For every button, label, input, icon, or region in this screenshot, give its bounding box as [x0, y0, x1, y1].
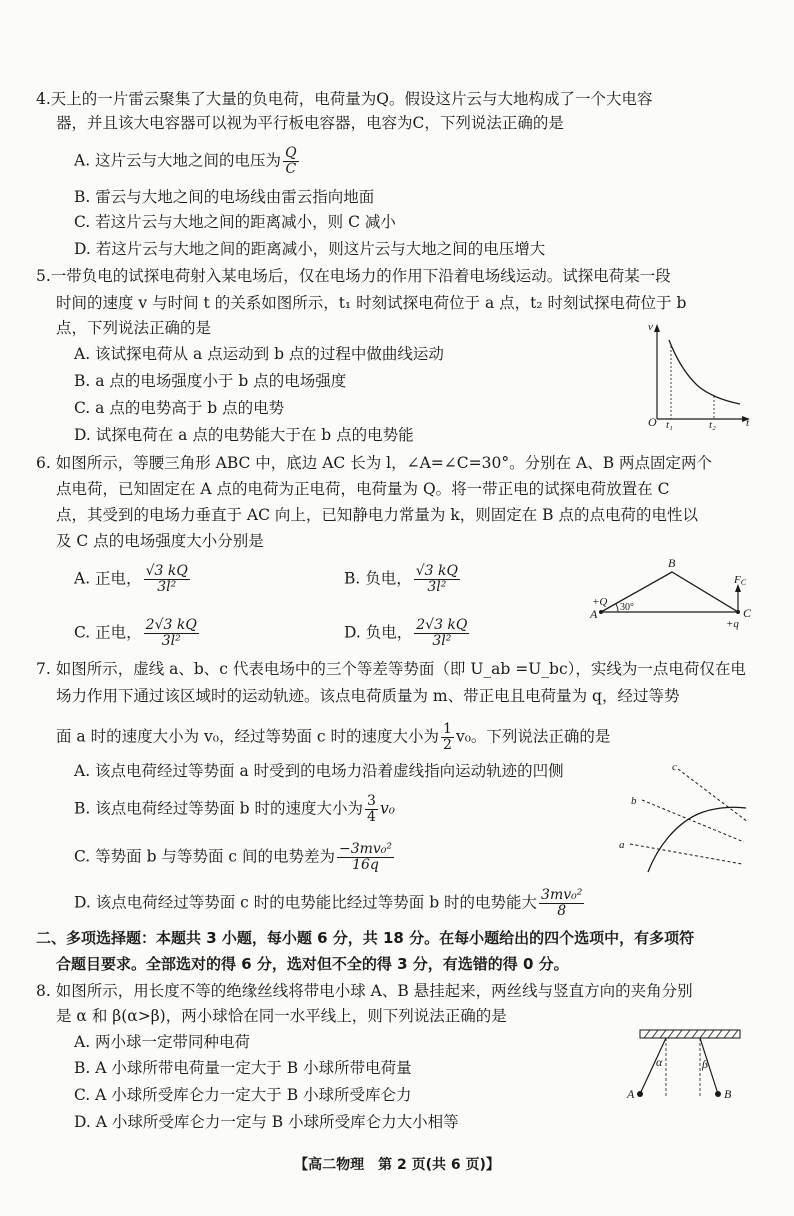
q4-option-a [74, 146, 301, 177]
q5-option-c: C. a 点的电势高于 b 点的电势 [74, 399, 285, 417]
q7-equipotential-c [678, 769, 748, 822]
q5-t2-label: t₂ [709, 419, 716, 431]
q5-v-axis-arrow [654, 324, 660, 332]
q7-c-fraction [337, 842, 394, 873]
q7-trajectory [648, 807, 746, 872]
q6-stem-line2: 点电荷，已知固定在 A 点的电荷为正电荷，电荷量为 Q。将一带正电的试探电荷放置在 C [56, 480, 670, 498]
q6-d-denominator: 3l² [432, 633, 452, 649]
q7-d-fraction [539, 888, 584, 919]
q5-origin-label: O [648, 415, 657, 429]
q4-stem-line2: 器，并且该大电容器可以视为平行板电容器，电容为C，下列说法正确的是 [56, 114, 564, 132]
q7-b-denominator: 4 [367, 809, 376, 825]
q5-vt-curve [669, 340, 740, 404]
q6-option-c [74, 618, 201, 649]
q6-d-label: D. 负电， [344, 623, 413, 642]
q6-point-a [599, 610, 603, 614]
q7-b-pre: B. 该点电荷经过等势面 b 时的速度大小为 [74, 799, 364, 818]
q8-pendulum-figure [622, 1024, 752, 1112]
q6-b-label: B. 负电， [344, 569, 412, 588]
q6-label-c: C [743, 606, 752, 620]
q8-stem-line2: 是 α 和 β(α>β)，两小球恰在同一水平线上，则下列说法正确的是 [56, 1007, 507, 1025]
q4-option-a-text: A. 这片云与大地之间的电压为 [74, 151, 282, 170]
q4-option-c: C. 若这片云与大地之间的距离减小，则 C 减小 [74, 213, 396, 231]
q7-option-c [74, 842, 396, 873]
q7-stem-line1: 7. 如图所示，虚线 a、b、c 代表电场中的三个等差等势面（即 U_ab =U_bc），实线为一点电荷仅在电 [36, 660, 746, 678]
q6-label-angle: 30° [620, 602, 634, 613]
q6-b-fraction [414, 564, 460, 595]
q5-vt-graph [640, 318, 760, 430]
q8-option-d: D. A 小球所受库仑力一定与 B 小球所受库仑力大小相等 [74, 1113, 459, 1131]
q8-option-b: B. A 小球所带电荷量一定大于 B 小球所带电荷量 [74, 1059, 412, 1077]
q7-d-denominator: 8 [557, 903, 567, 919]
q6-stem-line1: 6. 如图所示，等腰三角形 ABC 中，底边 AC 长为 l，∠A=∠C=30°。分别在 A、B 两点固定两个 [36, 454, 713, 472]
q7-stem3-post: v₀。下列说法正确的是 [455, 727, 611, 746]
q4-option-d: D. 若这片云与大地之间的距离减小，则这片云与大地之间的电压增大 [74, 240, 546, 258]
q8-label-b: B [724, 1087, 732, 1101]
q8-label-alpha: α [656, 1055, 663, 1069]
q8-stem-line1: 8. 如图所示，用长度不等的绝缘丝线将带电小球 A、B 悬挂起来，两丝线与竖直方向的夹角分别 [36, 982, 693, 1000]
q6-label-fc-main: F [734, 574, 741, 586]
q6-c-fraction [144, 618, 199, 649]
q7-c-denominator: 16q [352, 857, 379, 873]
q7-d-pre: D. 该点电荷经过等势面 c 时的电势能比经过等势面 b 时的电势能大 [74, 893, 538, 912]
q6-c-label: C. 正电， [74, 623, 142, 642]
q5-option-d: D. 试探电荷在 a 点的电势能大于在 b 点的电势能 [74, 426, 414, 444]
q6-d-fraction [414, 618, 469, 649]
q7-stem3-fraction [441, 722, 454, 753]
q6-label-fc [733, 574, 747, 587]
q5-v-label: v [648, 321, 653, 333]
q8-ball-b [715, 1091, 721, 1097]
q6-d-numerator: 2√3 kQ [416, 617, 468, 633]
q5-stem-line3: 点，下列说法正确的是 [56, 319, 212, 337]
q7-stem3-numerator: 1 [443, 721, 452, 737]
q7-stem-line3 [56, 722, 610, 753]
q7-equipotential-a [630, 844, 742, 864]
q4-stem-line1: 4.天上的一片雷云聚集了大量的负电荷，电荷量为Q。假设这片云与大地构成了一个大电容 [36, 90, 653, 108]
q7-stem3-pre: 面 a 时的速度大小为 v₀，经过等势面 c 时的速度大小为 [56, 727, 440, 746]
q7-b-fraction [365, 794, 378, 825]
q6-c-numerator: 2√3 kQ [145, 617, 197, 633]
q5-option-b: B. a 点的电场强度小于 b 点的电场强度 [74, 372, 347, 390]
q8-option-a: A. 两小球一定带同种电荷 [74, 1033, 251, 1051]
q7-d-numerator: 3mv₀² [541, 887, 583, 903]
q4-option-a-fraction [283, 146, 298, 177]
q5-stem-line1: 5.一带负电的试探电荷射入某电场后，仅在电场力的作用下沿着电场线运动。试探电荷某一段 [36, 267, 671, 285]
q4-a-numerator: Q [285, 145, 297, 161]
q8-label-beta: β [702, 1057, 708, 1071]
page-footer: 【高二物理 第 2 页(共 6 页)】 [294, 1157, 500, 1173]
q7-c-numerator: −3mv₀² [338, 841, 393, 857]
q7-b-numerator: 3 [367, 793, 376, 809]
q6-c-denominator: 3l² [161, 633, 181, 649]
q8-ceiling-hatching [644, 1030, 738, 1038]
q7-option-b [74, 794, 395, 825]
q8-label-a: A [627, 1087, 635, 1101]
q4-option-b: B. 雷云与大地之间的电场线由雷云指向地面 [74, 188, 375, 206]
q6-a-numerator: √3 kQ [145, 563, 188, 579]
q7-stem-line2: 场力作用下通过该区域时的运动轨迹。该点电荷质量为 m、带正电且电荷量为 q，经过等势 [56, 687, 680, 705]
q6-label-b: B [668, 556, 676, 570]
q7-label-b: b [631, 795, 637, 807]
q4-a-denominator: C [285, 161, 297, 177]
q7-c-pre: C. 等势面 b 与等势面 c 间的电势差为 [74, 847, 335, 866]
q6-a-denominator: 3l² [157, 579, 177, 595]
q6-option-b [344, 564, 462, 595]
q7-equipotential-figure [612, 758, 762, 876]
q7-label-c: c [672, 761, 677, 773]
q6-label-plus-q-small: +q [726, 618, 739, 630]
q6-label-fc-sub: C [740, 578, 747, 587]
q5-t-label: t [746, 417, 750, 429]
section2-heading-line1: 二、多项选择题：本题共 3 小题，每小题 6 分，共 18 分。在每小题给出的四个选项中，有多项符 [36, 929, 695, 947]
q6-stem-line3: 点，其受到的电场力垂直于 AC 向上，已知静电力常量为 k，则固定在 B 点的点电荷的电性以 [56, 506, 698, 524]
q5-option-a: A. 该试探电荷从 a 点运动到 b 点的过程中做曲线运动 [74, 345, 444, 363]
q6-option-d [344, 618, 471, 649]
q6-label-plus-q-big: +Q [592, 596, 608, 608]
q6-triangle-figure [588, 556, 758, 632]
q7-label-a: a [619, 839, 625, 851]
q7-option-d [74, 888, 586, 919]
section2-heading-line2: 合题目要求。全部选对的得 6 分，选对但不全的得 3 分，有选错的得 0 分。 [56, 955, 569, 973]
q8-ball-a [637, 1091, 643, 1097]
q6-a-fraction [144, 564, 190, 595]
q6-label-a: A [590, 607, 598, 621]
q7-option-a: A. 该点电荷经过等势面 a 时受到的电场力沿着虚线指向运动轨迹的凹侧 [74, 762, 564, 780]
q7-b-post: v₀ [379, 799, 395, 818]
q7-equipotential-b [642, 800, 744, 842]
q5-t1-label: t₁ [666, 419, 673, 431]
q6-stem-line4: 及 C 点的电场强度大小分别是 [56, 532, 264, 550]
q6-option-a [74, 564, 192, 595]
q5-stem-line2: 时间的速度 v 与时间 t 的关系如图所示，t₁ 时刻试探电荷位于 a 点，t₂ 时刻试探电荷位于 b [56, 294, 687, 312]
q7-stem3-denominator: 2 [443, 737, 452, 753]
q8-option-c: C. A 小球所受库仑力一定大于 B 小球所受库仑力 [74, 1086, 412, 1104]
q6-b-denominator: 3l² [427, 579, 447, 595]
q6-b-numerator: √3 kQ [415, 563, 458, 579]
q6-a-label: A. 正电， [74, 569, 142, 588]
q6-angle-arc [616, 604, 618, 612]
